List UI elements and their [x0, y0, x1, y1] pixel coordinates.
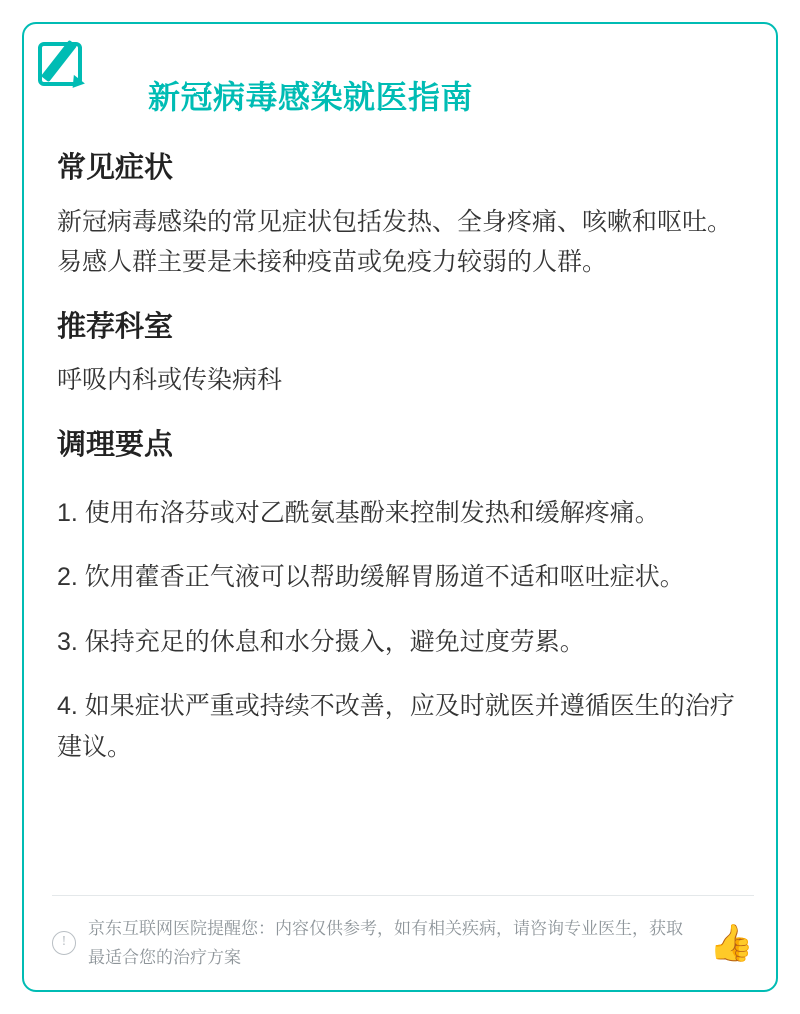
- list-item: 4. 如果症状严重或持续不改善，应及时就医并遵循医生的治疗建议。: [57, 692, 735, 761]
- thumbs-up-icon[interactable]: 👍: [709, 921, 754, 963]
- section-heading-care-tips: 调理要点: [57, 428, 174, 461]
- footer-text: 京东互联网医院提醒您：内容仅供参考，如有相关疾病，请咨询专业医生，获取最适合您的治疗方案: [88, 918, 683, 967]
- guide-card: [22, 22, 778, 992]
- section-text-symptoms: 新冠病毒感染的常见症状包括发热、全身疼痛、咳嗽和呕吐。易感人群主要是未接种疫苗或免疫力较弱的人群。: [57, 207, 733, 277]
- info-icon: !: [52, 931, 76, 955]
- list-item: 2. 饮用藿香正气液可以帮助缓解胃肠道不适和呕吐症状。: [57, 563, 685, 592]
- note-pencil-icon: [38, 38, 94, 94]
- section-heading-department: 推荐科室: [57, 310, 174, 343]
- care-tips-list: [57, 493, 748, 768]
- guide-content: [57, 142, 748, 791]
- section-heading-symptoms: 常见症状: [57, 152, 174, 184]
- footer-disclaimer: [52, 895, 754, 972]
- list-item: 3. 保持充足的休息和水分摄入，避免过度劳累。: [57, 627, 585, 656]
- list-item: 1. 使用布洛芬或对乙酰氨基酚来控制发热和缓解疼痛。: [57, 498, 660, 527]
- page-title: 新冠病毒感染就医指南: [148, 79, 474, 115]
- section-text-department: 呼吸内科或传染病科: [57, 366, 283, 395]
